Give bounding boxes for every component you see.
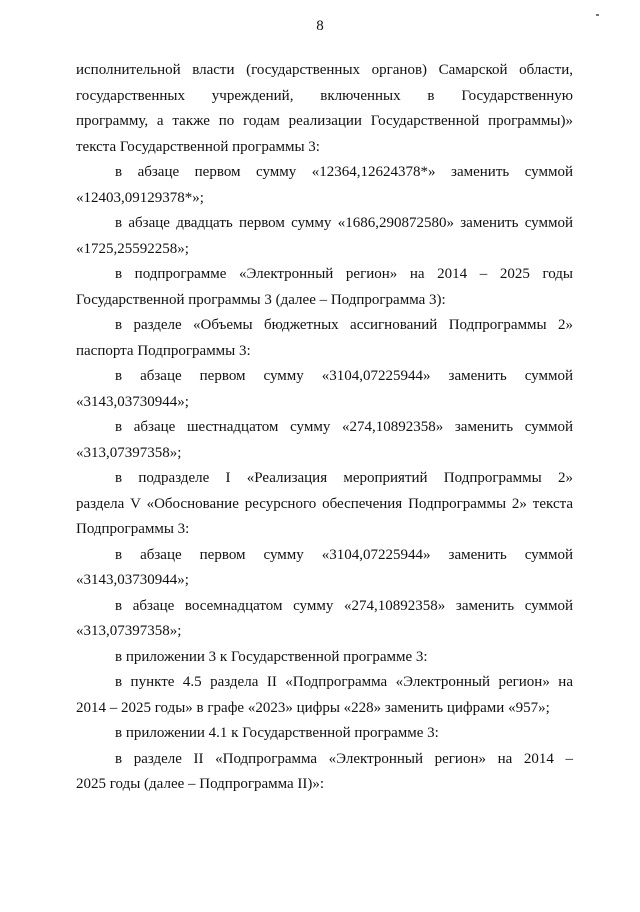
paragraph — [76, 466, 573, 543]
page-number: 8 — [316, 18, 324, 34]
text-line: программу, а также по годам реализации Государственной программы)» — [76, 113, 573, 129]
text-line: Государственной программы 3 (далее – Подпрограмма 3): — [76, 291, 446, 308]
text-line: Подпрограммы 3: — [76, 521, 190, 537]
text-line: в абзаце первом сумму «3104,07225944» заменить суммой — [115, 546, 573, 563]
paragraph — [76, 645, 573, 671]
text-line: в абзаце первом сумму «12364,12624378*» заменить суммой — [115, 164, 573, 180]
paragraph — [76, 721, 573, 747]
text-line: текста Государственной программы 3: — [76, 138, 320, 155]
text-line: «313,07397358»; — [76, 623, 182, 639]
paragraph — [76, 670, 573, 721]
text-line: в приложении 3 к Государственной программе 3: — [115, 648, 428, 665]
paragraph — [76, 262, 573, 313]
paragraph — [76, 543, 573, 594]
paragraph — [76, 415, 573, 466]
text-line: «1725,25592258»; — [76, 240, 189, 257]
paragraph — [76, 747, 573, 798]
text-line: «313,07397358»; — [76, 444, 182, 461]
document-body — [76, 58, 573, 798]
scan-mark — [596, 14, 599, 16]
text-line: в абзаце первом сумму «3104,07225944» заменить суммой — [115, 368, 573, 384]
paragraph — [76, 594, 573, 645]
text-line: в разделе «Объемы бюджетных ассигнований Подпрограммы 2» — [115, 317, 573, 333]
paragraph — [76, 313, 573, 364]
text-line: в абзаце восемнадцатом сумму «274,10892358» заменить суммой — [115, 597, 573, 614]
text-line: «12403,09129378*»; — [76, 189, 204, 206]
text-line: в приложении 4.1 к Государственной программе 3: — [115, 725, 439, 741]
paragraph — [76, 160, 573, 211]
text-line: в абзаце шестнадцатом сумму «274,10892358» заменить суммой — [115, 419, 573, 435]
paragraph — [76, 364, 573, 415]
text-line: паспорта Подпрограммы 3: — [76, 342, 251, 359]
text-line: «3143,03730944»; — [76, 572, 189, 588]
text-line: раздела V «Обоснование ресурсного обеспечения Подпрограммы 2» текста — [76, 495, 573, 512]
paragraph — [76, 58, 573, 160]
text-line: в пункте 4.5 раздела II «Подпрограмма «Электронный регион» на — [115, 674, 573, 690]
text-line: государственных учреждений, включенных в Государственную — [76, 87, 573, 104]
text-line: «3143,03730944»; — [76, 393, 189, 410]
text-line: в подпрограмме «Электронный регион» на 2014 – 2025 годы — [115, 266, 573, 282]
text-line: в абзаце двадцать первом сумму «1686,290872580» заменить суммой — [115, 215, 573, 231]
text-line: исполнительной власти (государственных органов) Самарской области, — [76, 62, 573, 78]
paragraph — [76, 211, 573, 262]
text-line: 2025 годы (далее – Подпрограмма II)»: — [76, 776, 325, 792]
text-line: в разделе II «Подпрограмма «Электронный регион» на 2014 – — [115, 750, 573, 767]
text-line: в подразделе I «Реализация мероприятий Подпрограммы 2» — [115, 470, 573, 486]
text-line: 2014 – 2025 годы» в графе «2023» цифры «228» заменить цифрами «957»; — [76, 699, 550, 716]
